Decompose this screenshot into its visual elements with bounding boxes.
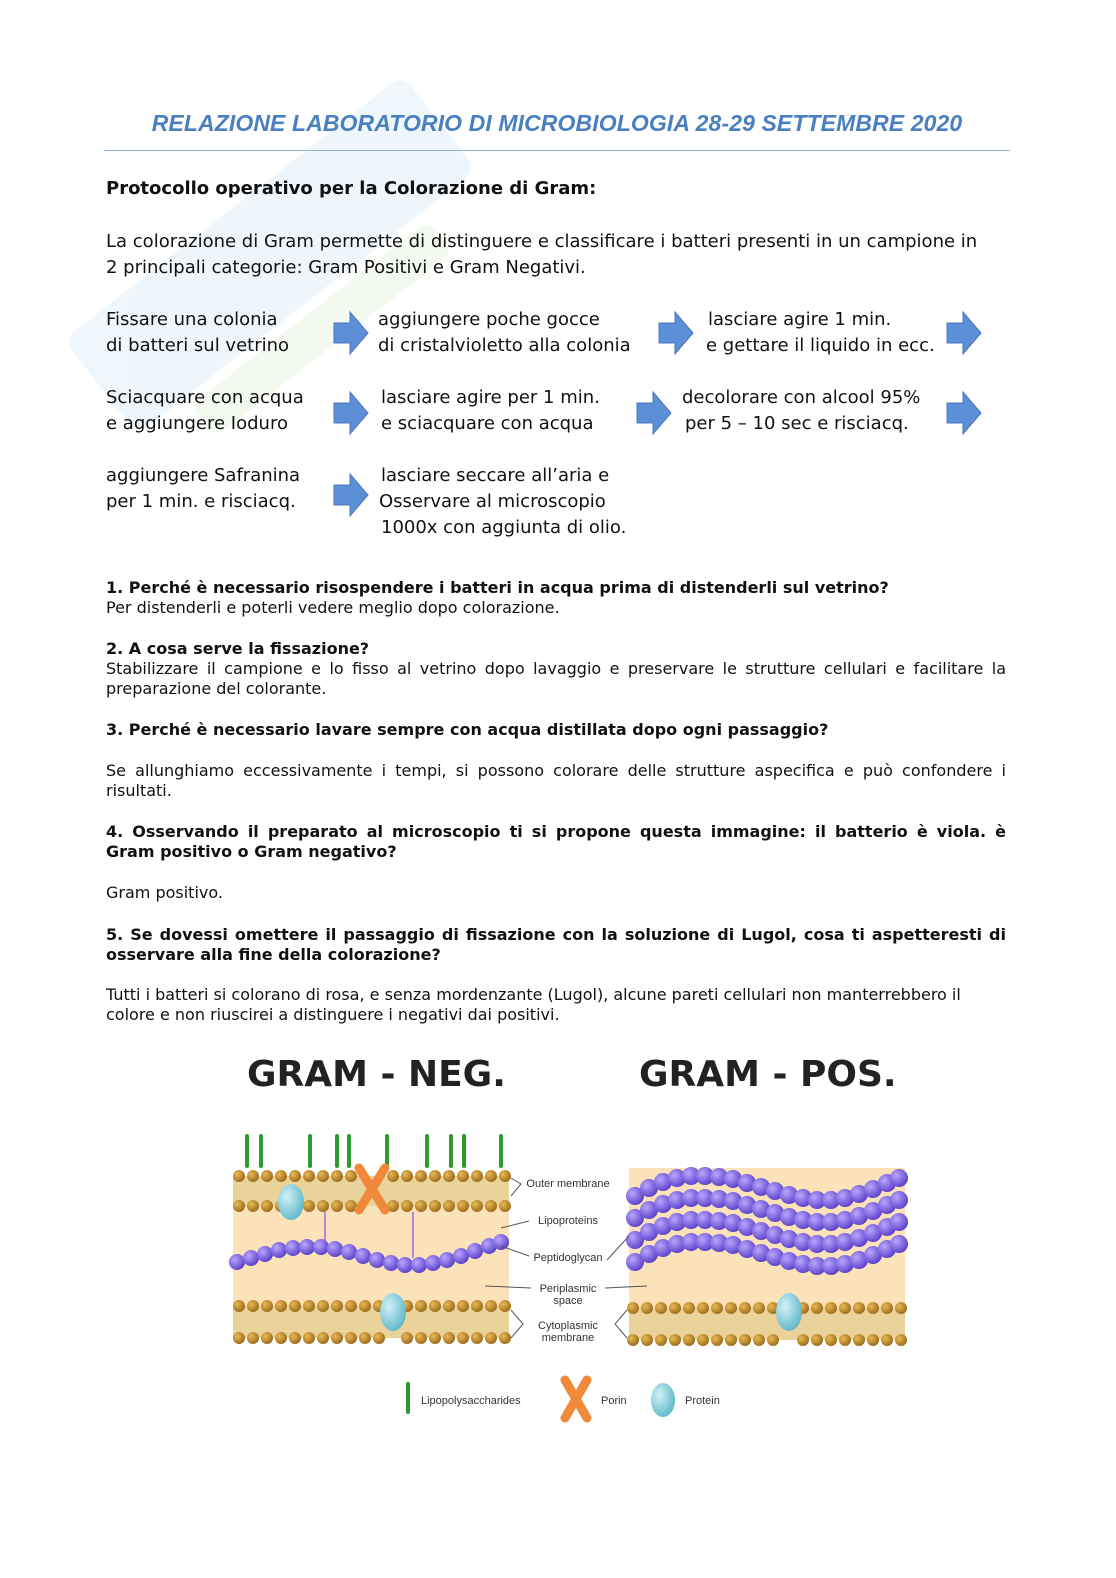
protein-shape <box>380 1293 406 1331</box>
answer-3: Se allunghiamo eccessivamente i tempi, si possono colorare delle strutture aspecifica e può confondere i risultati. <box>106 761 1006 800</box>
label-peptidoglycan: Peptidoglycan <box>533 1252 603 1264</box>
porin-legend-icon <box>565 1380 587 1418</box>
step-3 <box>706 307 935 359</box>
legend <box>408 1380 720 1418</box>
step-text: decolorare con alcool 95% <box>682 387 921 408</box>
label-periplasmic: Periplasmic <box>539 1283 597 1295</box>
label-space: space <box>553 1295 583 1307</box>
intro-paragraph <box>106 229 1012 281</box>
step-text: Fissare una colonia <box>106 309 278 330</box>
legend-porin: Porin <box>601 1395 627 1407</box>
arrow-right-icon <box>332 310 370 356</box>
question-4: 4. Osservando il preparato al microscopio ti si propone questa immagine: il batterio è viola. è Gram positivo o Gram negativo? <box>106 822 1006 861</box>
step-6 <box>682 385 920 437</box>
step-text: lasciare agire 1 min. <box>708 309 892 330</box>
protein-shape <box>776 1293 802 1331</box>
arrow-right-icon <box>657 310 695 356</box>
step-text: lasciare agire per 1 min. <box>381 387 600 408</box>
intro-line: 2 principali categorie: Gram Positivi e Gram Negativi. <box>106 257 586 278</box>
gram-pos-title: GRAM - POS. <box>639 1054 897 1095</box>
protein-legend-icon <box>651 1383 675 1417</box>
step-text: per 1 min. e risciacq. <box>106 491 296 512</box>
label-outer-membrane: Outer membrane <box>526 1178 610 1190</box>
arrow-right-icon <box>332 390 370 436</box>
legend-lps: Lipopolysaccharides <box>421 1395 521 1407</box>
step-text: lasciare seccare all’aria e <box>381 465 610 486</box>
step-text: Sciacquare con acqua <box>106 387 304 408</box>
arrow-right-icon <box>945 390 983 436</box>
step-text: Osservare al microscopio <box>379 491 606 512</box>
protocol-heading: Protocollo operativo per la Colorazione di Gram: <box>106 178 597 199</box>
step-text: aggiungere Safranina <box>106 465 301 486</box>
gram-cell-wall-diagram <box>225 1048 925 1428</box>
gram-neg-title: GRAM - NEG. <box>247 1054 506 1095</box>
title-divider <box>104 150 1010 151</box>
step-text: e gettare il liquido in ecc. <box>706 335 935 356</box>
question-2: 2. A cosa serve la fissazione? <box>106 639 370 658</box>
step-text: e aggiungere Ioduro <box>106 413 288 434</box>
answer-5: Tutti i batteri si colorano di rosa, e senza mordenzante (Lugol), alcune pareti cellulari non manterrebbero il colore e non riuscirei a distinguere i negativi dai positivi. <box>106 985 961 1024</box>
intro-line: La colorazione di Gram permette di distinguere e classificare i batteri presenti in un campione in <box>106 231 978 252</box>
step-text: e sciacquare con acqua <box>381 413 594 434</box>
step-text: 1000x con aggiunta di olio. <box>381 517 627 538</box>
label-cytoplasmic: Cytoplasmic <box>538 1320 598 1332</box>
legend-protein: Protein <box>685 1395 720 1407</box>
arrow-right-icon <box>332 472 370 518</box>
step-5 <box>381 385 600 437</box>
step-text: per 5 – 10 sec e risciacq. <box>685 413 909 434</box>
step-text: aggiungere poche gocce <box>378 309 600 330</box>
protein-shape <box>278 1184 304 1220</box>
step-2 <box>378 307 631 359</box>
answer-2: Stabilizzare il campione e lo fisso al vetrino dopo lavaggio e preservare le strutture cellulari e facilitare la preparazione del colorante. <box>106 659 1006 698</box>
step-text: di cristalvioletto alla colonia <box>378 335 631 356</box>
lipopolysaccharides-group <box>247 1136 501 1166</box>
label-membrane: membrane <box>541 1332 595 1344</box>
label-lipoproteins: Lipoproteins <box>538 1215 598 1227</box>
question-5: 5. Se dovessi omettere il passaggio di fissazione con la soluzione di Lugol, cosa ti aspetteresti di osservare alla fine della colorazione? <box>106 925 1006 964</box>
page-title: RELAZIONE LABORATORIO DI MICROBIOLOGIA 28-29 SETTEMBRE 2020 <box>151 110 963 136</box>
step-4 <box>106 385 304 437</box>
answer-4: Gram positivo. <box>106 883 223 902</box>
question-3: 3. Perché è necessario lavare sempre con acqua distillata dopo ogni passaggio? <box>106 720 829 739</box>
step-1 <box>106 307 289 359</box>
arrow-right-icon <box>635 390 673 436</box>
step-7 <box>106 463 300 515</box>
answer-1: Per distenderli e poterli vedere meglio dopo colorazione. <box>106 598 560 617</box>
step-text: di batteri sul vetrino <box>106 335 290 356</box>
step-8 <box>379 463 626 541</box>
arrow-right-icon <box>945 310 983 356</box>
question-1: 1. Perché è necessario risospendere i batteri in acqua prima di distenderli sul vetrino? <box>106 578 889 597</box>
